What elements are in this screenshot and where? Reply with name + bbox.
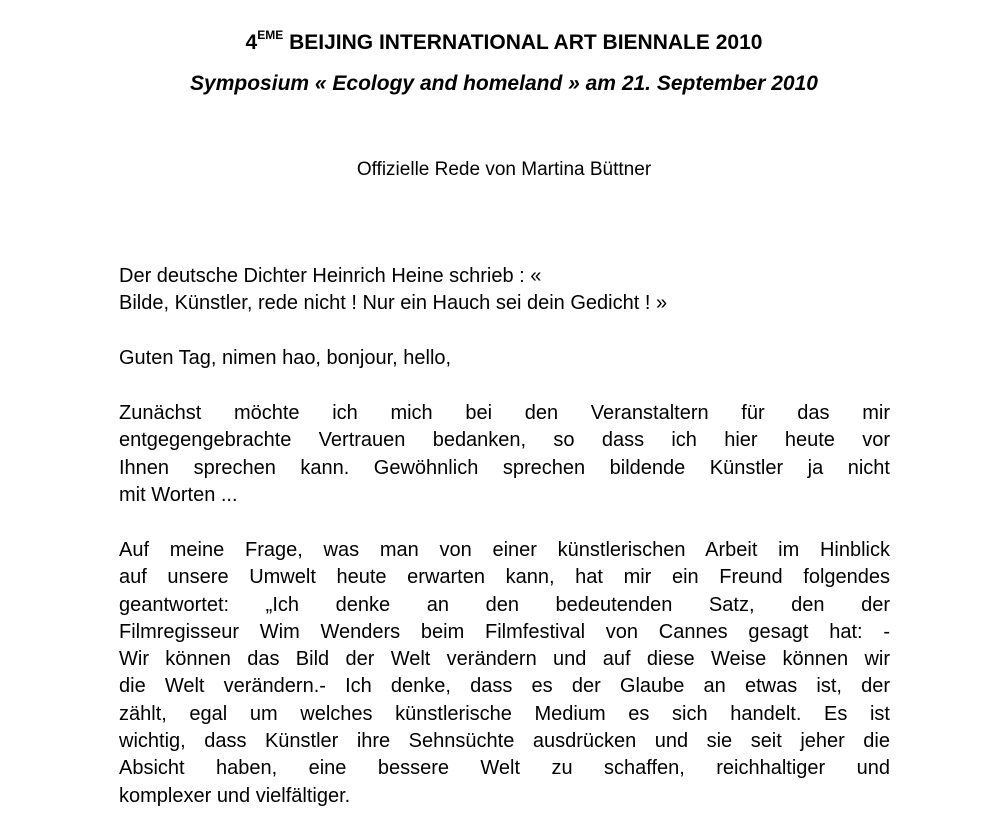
paragraph-2-line: geantwortet: „Ich denke an den bedeutenden Satz, den der [119,593,890,616]
paragraph-2-line: zählt, egal um welches künstlerische Medium es sich handelt. Es ist [119,702,890,725]
title-number: 4 [245,31,258,54]
paragraph-2-line: wichtig, dass Künstler ihre Sehnsüchte ausdrücken und sie seit jeher die [119,730,890,753]
document-title [0,30,1008,56]
greeting: Guten Tag, nimen hao, bonjour, hello, [119,347,452,369]
heine-quote [119,263,890,318]
paragraph-1-line: mit Worten ... [119,483,238,506]
paragraph-2-line: auf unsere Umwelt heute erwarten kann, hat mir ein Freund folgendes [119,566,890,589]
paragraph-2-line: Wir können das Bild der Welt verändern und auf diese Weise können wir [119,648,890,671]
paragraph-2-line: die Welt verändern.- Ich denke, dass es der Glaube an etwas ist, der [119,675,890,698]
paragraph-2-line: Absicht haben, eine bessere Welt zu schaffen, reichhaltiger und [119,757,890,780]
paragraph-2-line: Filmregisseur Wim Wenders beim Filmfestival von Cannes gesagt hat: - [119,620,890,643]
paragraph-1-line: Zunächst möchte ich mich bei den Veranstaltern für das mir [119,402,890,424]
title-superscript: EME [257,28,284,42]
paragraph-1-line: entgegengebrachte Vertrauen bedanken, so dass ich hier heute vor [119,429,890,452]
quote-line-2: Bilde, Künstler, rede nicht ! Nur ein Hauch sei dein Gedicht ! » [119,292,668,315]
paragraph-2-line: komplexer und vielfältiger. [119,784,351,807]
paragraph-2 [119,537,890,810]
paragraph-2-line: Auf meine Frage, was man von einer künstlerischen Arbeit im Hinblick [119,539,890,561]
document-subtitle: Symposium « Ecology and homeland » am 21. September 2010 [190,72,818,95]
quote-line-1: Der deutsche Dichter Heinrich Heine schrieb : « [119,265,542,287]
paragraph-1 [119,400,890,509]
speaker-line: Offizielle Rede von Martina Büttner [356,159,652,180]
paragraph-1-line: Ihnen sprechen kann. Gewöhnlich sprechen bildende Künstler ja nicht [119,456,890,479]
title-text: BEIJING INTERNATIONAL ART BIENNALE 2010 [283,31,763,54]
